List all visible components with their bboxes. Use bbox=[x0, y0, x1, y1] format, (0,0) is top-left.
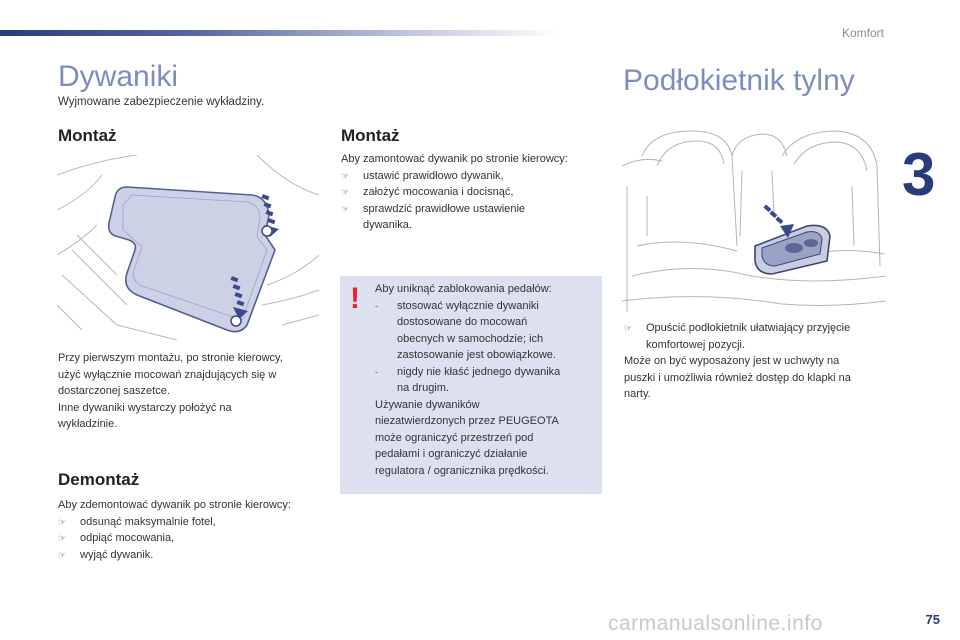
warning-box bbox=[340, 276, 602, 494]
heading-montaz-middle: Montaż bbox=[341, 126, 400, 145]
removal-intro: Aby zdemontować dywanik po stronie kierowcy: bbox=[58, 499, 291, 511]
list-item: ☞ odsunąć maksymalnie fotel, bbox=[58, 514, 328, 531]
pointing-hand-icon: ☞ bbox=[624, 323, 633, 333]
mount-intro: Aby zamontować dywanik po stronie kierowcy: bbox=[341, 153, 568, 165]
text-line: Inne dywaniki wystarczy położyć na bbox=[58, 401, 232, 414]
floor-mat-illustration bbox=[57, 155, 319, 340]
page-title-dywaniki: Dywaniki bbox=[58, 60, 179, 93]
mount-instructions bbox=[341, 151, 603, 234]
text-line: pedałami i ograniczyć działanie bbox=[375, 448, 528, 460]
armrest-instructions bbox=[624, 320, 894, 403]
pointing-hand-icon: ☞ bbox=[58, 533, 67, 543]
list-item: - nigdy nie kłaść jednego dywanika na drugim. bbox=[375, 365, 561, 394]
list-item: ☞ sprawdzić prawidłowe ustawienie dywanika. bbox=[341, 202, 526, 231]
pointing-hand-icon: ☞ bbox=[58, 516, 67, 527]
floor-mat-shape bbox=[109, 187, 275, 332]
list-item: ☞ Opuścić podłokietnik ułatwiający przyjęcie komfortowej pozycji. bbox=[624, 322, 851, 351]
text-line: dostarczonej saszetce. bbox=[58, 385, 170, 397]
text-line: Przy pierwszym montażu, po stronie kierowcy, bbox=[58, 352, 283, 364]
subtitle: Wyjmowane zabezpieczenie wykładziny. bbox=[58, 96, 265, 108]
list-item: ☞ ustawić prawidłowo dywanik, bbox=[341, 168, 603, 185]
list-item: ☞ założyć mocowania i docisnąć, bbox=[341, 184, 603, 201]
warning-body bbox=[375, 281, 597, 479]
page-number: 75 bbox=[925, 612, 940, 627]
text-line: użyć wyłącznie mocowań znajdujących się w bbox=[58, 368, 277, 381]
armrest-shape bbox=[755, 225, 830, 274]
text-line: regulatora / ogranicznika prędkości. bbox=[375, 464, 549, 477]
heading-demontaz: Demontaż bbox=[58, 470, 140, 489]
warning-intro: Aby uniknąć zablokowania pedałów: bbox=[375, 283, 552, 295]
page-title-podlokietnik: Podłokietnik tylny bbox=[623, 64, 855, 97]
rear-armrest-illustration bbox=[622, 126, 886, 312]
text-line: wykładzinie. bbox=[58, 418, 118, 430]
watermark-text: carmanualsonline.info bbox=[608, 612, 823, 635]
pointing-hand-icon: ☞ bbox=[341, 203, 350, 214]
text-line: Może on być wyposażony jest w uchwyty na bbox=[624, 355, 840, 367]
pointing-hand-icon: ☞ bbox=[341, 187, 350, 197]
exclamation-icon: ! bbox=[350, 282, 360, 315]
removal-section bbox=[58, 497, 328, 563]
text-line: narty. bbox=[624, 388, 651, 400]
warning-items bbox=[375, 298, 597, 397]
text-line: puszki i umożliwia również dostęp do klapki na bbox=[624, 371, 851, 384]
text-line: niezatwierdzonych przez PEUGEOTA bbox=[375, 415, 559, 427]
text-line: Używanie dywaników bbox=[375, 398, 480, 411]
list-item: ☞ wyjąć dywanik. bbox=[58, 547, 328, 564]
pointing-hand-icon: ☞ bbox=[341, 170, 350, 181]
text-line: może ograniczyć przestrzeń pod bbox=[375, 431, 534, 444]
list-item: ☞ odpiąć mocowania, bbox=[58, 530, 328, 547]
chapter-number: 3 bbox=[902, 141, 936, 208]
removal-steps bbox=[58, 514, 328, 564]
section-label: Komfort bbox=[841, 26, 884, 40]
list-item: - stosować wyłącznie dywaniki dostosowane do mocowań obecnych w samochodzie; ich zastosowanie jest obowiązkowe. bbox=[375, 299, 556, 361]
header-gradient-bar bbox=[0, 30, 560, 36]
armrest-steps bbox=[624, 320, 894, 353]
heading-montaz-left: Montaż bbox=[58, 126, 117, 145]
pointing-hand-icon: ☞ bbox=[58, 549, 67, 560]
mount-steps bbox=[341, 168, 603, 234]
mount-paragraph bbox=[58, 350, 328, 433]
armrest-arrow bbox=[763, 205, 794, 238]
